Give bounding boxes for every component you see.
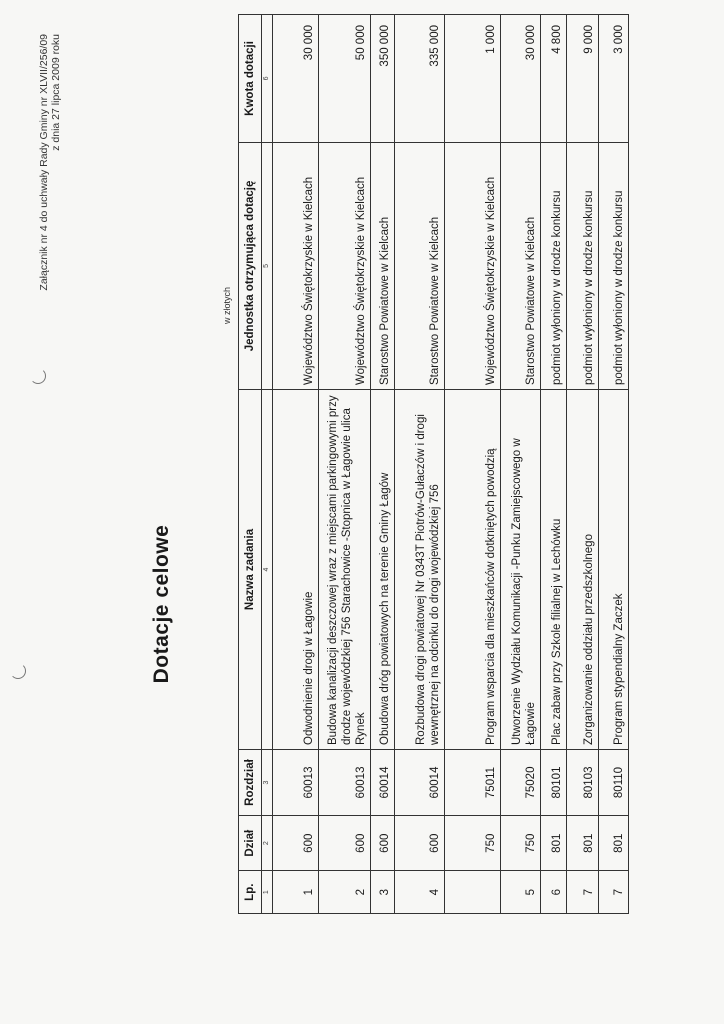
cell-nazwa: Plac zabaw przy Szkole filialnej w Lechówku bbox=[541, 389, 567, 749]
cell-dzial: 750 bbox=[501, 816, 541, 871]
cell-kwota: 30 000 bbox=[501, 15, 541, 143]
annex-line-1: Załącznik nr 4 do uchwały Rady Gminy nr XLVII/256/09 bbox=[38, 34, 50, 291]
col-number: 1 bbox=[262, 871, 273, 914]
cell-jednostka: podmiot wyłoniony w drodze konkursu bbox=[541, 142, 567, 389]
cell-kwota: 9 000 bbox=[567, 15, 599, 143]
cell-jednostka: Województwo Świętokrzyskie w Kielcach bbox=[319, 142, 371, 389]
cell-kwota: 4 800 bbox=[541, 15, 567, 143]
cell-rozdzial: 60013 bbox=[273, 750, 319, 816]
cell-rozdzial: 60013 bbox=[319, 750, 371, 816]
col-header-lp: Lp. bbox=[239, 871, 262, 914]
cell-lp bbox=[445, 871, 501, 914]
cell-nazwa: Program stypendialny Zaczek bbox=[599, 389, 629, 749]
cell-jednostka: podmiot wyłoniony w drodze konkursu bbox=[599, 142, 629, 389]
cell-lp: 2 bbox=[319, 871, 371, 914]
col-header-nazwa: Nazwa zadania bbox=[239, 389, 262, 749]
col-header-kwota: Kwota dotacji bbox=[239, 15, 262, 143]
cell-dzial: 801 bbox=[541, 816, 567, 871]
table-header-row bbox=[239, 15, 262, 914]
table-row bbox=[501, 15, 541, 914]
unit-label: w złotych bbox=[222, 286, 232, 324]
cell-kwota: 335 000 bbox=[395, 15, 445, 143]
punch-hole-mark bbox=[30, 368, 46, 384]
subsidies-table bbox=[238, 14, 629, 914]
cell-dzial: 750 bbox=[445, 816, 501, 871]
annex-line-2: z dnia 27 lipca 2009 roku bbox=[50, 34, 62, 151]
col-number: 6 bbox=[262, 15, 273, 143]
punch-hole-mark bbox=[10, 663, 26, 679]
cell-dzial: 801 bbox=[567, 816, 599, 871]
table-row bbox=[541, 15, 567, 914]
table-row bbox=[567, 15, 599, 914]
cell-nazwa: Program wsparcia dla mieszkańców dotkniętych powodzią bbox=[445, 389, 501, 749]
page-title: Dotacje celowe bbox=[150, 524, 173, 684]
column-number-row bbox=[262, 15, 273, 914]
cell-kwota: 30 000 bbox=[273, 15, 319, 143]
cell-dzial: 600 bbox=[273, 816, 319, 871]
cell-jednostka: Województwo Świętokrzyskie w Kielcach bbox=[273, 142, 319, 389]
cell-rozdzial: 80103 bbox=[567, 750, 599, 816]
col-number: 4 bbox=[262, 389, 273, 749]
cell-rozdzial: 80101 bbox=[541, 750, 567, 816]
cell-rozdzial: 60014 bbox=[395, 750, 445, 816]
col-header-jednostka: Jednostka otrzymująca dotację bbox=[239, 142, 262, 389]
cell-lp: 1 bbox=[273, 871, 319, 914]
cell-lp: 4 bbox=[395, 871, 445, 914]
col-number: 5 bbox=[262, 142, 273, 389]
table-row bbox=[395, 15, 445, 914]
cell-jednostka: Starostwo Powiatowe w Kielcach bbox=[501, 142, 541, 389]
col-header-dzial: Dział bbox=[239, 816, 262, 871]
table-row bbox=[445, 15, 501, 914]
cell-jednostka: podmiot wyłoniony w drodze konkursu bbox=[567, 142, 599, 389]
annex-note bbox=[38, 34, 62, 334]
cell-lp: 5 bbox=[501, 871, 541, 914]
cell-kwota: 50 000 bbox=[319, 15, 371, 143]
col-header-rozdzial: Rozdział bbox=[239, 750, 262, 816]
cell-dzial: 801 bbox=[599, 816, 629, 871]
cell-nazwa: Zorganizowanie oddziału przedszkolnego bbox=[567, 389, 599, 749]
cell-lp: 7 bbox=[567, 871, 599, 914]
cell-rozdzial: 60014 bbox=[371, 750, 395, 816]
cell-dzial: 600 bbox=[371, 816, 395, 871]
cell-jednostka: Starostwo Powiatowe w Kielcach bbox=[371, 142, 395, 389]
cell-lp: 6 bbox=[541, 871, 567, 914]
cell-lp: 7 bbox=[599, 871, 629, 914]
cell-nazwa: Utworzenie Wydziału Komunikacji -Punku Zamiejscowego w Łagowie bbox=[501, 389, 541, 749]
col-number: 2 bbox=[262, 816, 273, 871]
cell-kwota: 350 000 bbox=[371, 15, 395, 143]
cell-nazwa: Obudowa dróg powiatowych na terenie Gminy Łagów bbox=[371, 389, 395, 749]
cell-rozdzial: 75011 bbox=[445, 750, 501, 816]
cell-nazwa: Rozbudowa drogi powiatowej Nr 0343T Piotrów-Gułaczów i drogi wewnętrznej na odcinku do drogi wojewódzkiej 756 bbox=[395, 389, 445, 749]
table-row bbox=[599, 15, 629, 914]
cell-kwota: 3 000 bbox=[599, 15, 629, 143]
cell-nazwa: Odwodnienie drogi w Łagowie bbox=[273, 389, 319, 749]
cell-jednostka: Województwo Świętokrzyskie w Kielcach bbox=[445, 142, 501, 389]
col-number: 3 bbox=[262, 750, 273, 816]
cell-dzial: 600 bbox=[395, 816, 445, 871]
table-row bbox=[371, 15, 395, 914]
cell-lp: 3 bbox=[371, 871, 395, 914]
cell-rozdzial: 80110 bbox=[599, 750, 629, 816]
cell-jednostka: Starostwo Powiatowe w Kielcach bbox=[395, 142, 445, 389]
cell-rozdzial: 75020 bbox=[501, 750, 541, 816]
table-row bbox=[319, 15, 371, 914]
table-row bbox=[273, 15, 319, 914]
cell-kwota: 1 000 bbox=[445, 15, 501, 143]
cell-nazwa: Budowa kanalizacji deszczowej wraz z miejscami parkingowymi przy drodze wojewódzkiej 756 Starachowice -Stopnica w Łagowie ulica Rynek bbox=[319, 389, 371, 749]
cell-dzial: 600 bbox=[319, 816, 371, 871]
